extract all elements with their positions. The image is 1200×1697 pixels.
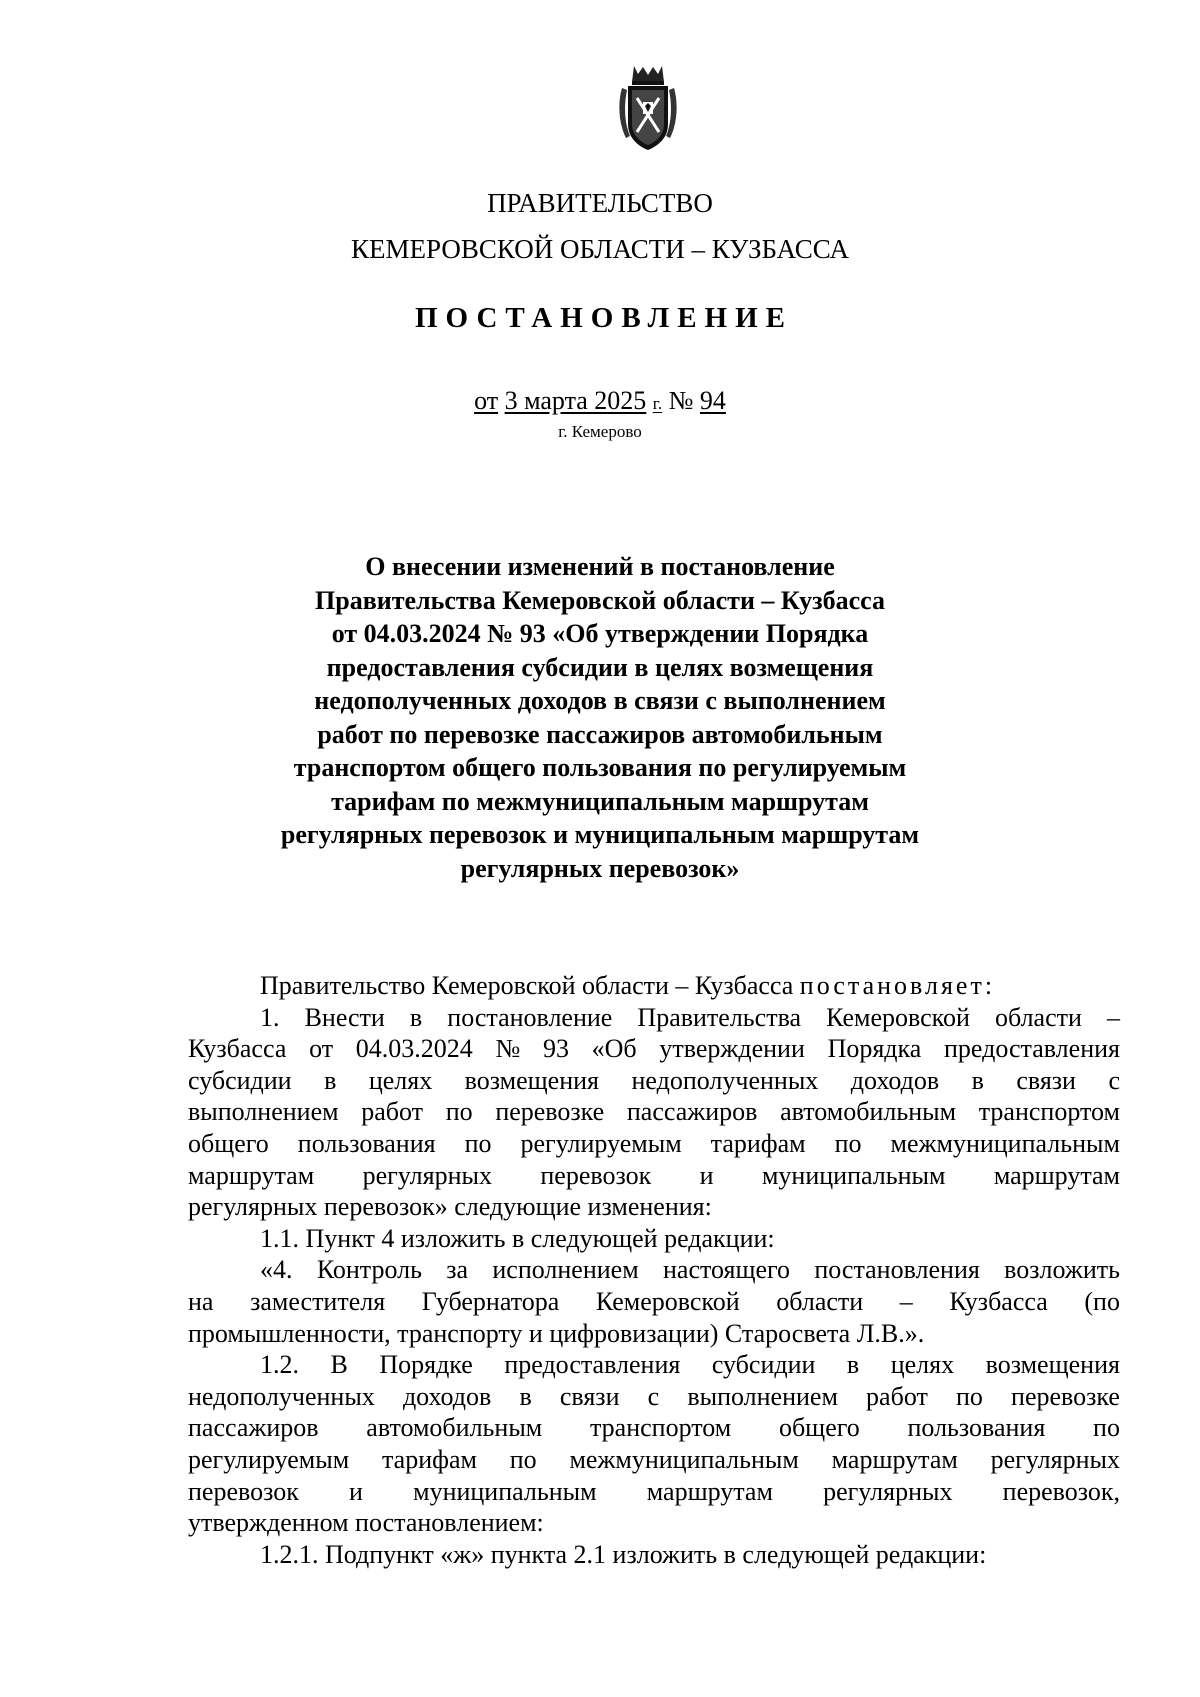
word: недополученных <box>188 1381 375 1411</box>
word: предоставления <box>944 1034 1120 1064</box>
word: в <box>519 1381 532 1411</box>
paragraph-1-2 <box>188 1349 1120 1507</box>
paragraph-1-1: 1.1. Пункт 4 изложить в следующей редакции: <box>260 1223 775 1253</box>
document-type-title: ПОСТАНОВЛЕНИЕ <box>414 302 793 334</box>
word: маршрутам <box>993 1160 1120 1190</box>
word: регулярных <box>990 1444 1120 1474</box>
word: предоставления <box>504 1350 681 1380</box>
word: связи <box>559 1381 620 1411</box>
word: № <box>495 1034 521 1064</box>
government-name-line-1: ПРАВИТЕЛЬСТВО <box>487 188 713 218</box>
paragraph-1-2-line <box>188 1349 1120 1381</box>
intro-prefix: Правительство Кемеровской области – Кузбасса <box>260 971 794 1000</box>
title-line: О внесении изменений в постановление <box>365 552 835 581</box>
word: в <box>324 1065 337 1095</box>
title-line: тарифам по межмуниципальным маршрутам <box>331 786 869 816</box>
document-body <box>188 970 1120 1570</box>
paragraph-1-2-line <box>188 1476 1120 1508</box>
word: и <box>699 1160 714 1190</box>
title-line: работ по перевозке пассажиров автомобильным <box>317 719 883 749</box>
word: (по <box>1084 1286 1120 1316</box>
date-prefix: от <box>474 386 499 415</box>
word: 1.2. <box>260 1350 299 1380</box>
paragraph-1 <box>188 1002 1120 1192</box>
word: от <box>309 1034 334 1064</box>
word: тарифам <box>381 1444 477 1474</box>
word: постановления <box>814 1255 980 1285</box>
word: межмуниципальным <box>890 1128 1120 1158</box>
word: регулярных <box>362 1160 492 1190</box>
word: общего <box>188 1128 269 1158</box>
word: автомобильным <box>780 1097 957 1127</box>
word: автомобильным <box>366 1413 543 1443</box>
document-date-line <box>0 386 1200 416</box>
word: целях <box>368 1065 433 1095</box>
word: Правительства <box>637 1002 802 1032</box>
word: Губернатора <box>421 1286 560 1316</box>
word: возложить <box>1004 1255 1120 1285</box>
word: перевозок, <box>1002 1476 1120 1506</box>
word: тарифам <box>710 1128 806 1158</box>
word: Внести <box>304 1002 385 1032</box>
word: «Об <box>591 1034 637 1064</box>
intro-spaced-word: постановляет <box>799 971 985 1000</box>
word: по <box>834 1128 862 1158</box>
word: «4. <box>260 1255 293 1285</box>
paragraph-4-line <box>188 1286 1120 1318</box>
paragraph-1-2-line <box>188 1444 1120 1476</box>
word: Контроль <box>316 1255 422 1285</box>
paragraph-1-line <box>188 1128 1120 1160</box>
date-value: 3 марта 2025 <box>504 386 647 415</box>
word: утверждении <box>659 1034 805 1064</box>
word: маршрутам <box>646 1476 773 1506</box>
word: в <box>409 1002 423 1032</box>
paragraph-1-2-last-line: утвержденном постановлением: <box>188 1508 544 1538</box>
word: перевозок <box>540 1160 652 1190</box>
word: работ <box>866 1381 928 1411</box>
word: 93 <box>542 1034 569 1064</box>
word: доходов <box>402 1381 492 1411</box>
word: регулярных <box>823 1476 953 1506</box>
word: работ <box>361 1097 424 1127</box>
word: области <box>776 1286 864 1316</box>
word: по <box>509 1444 537 1474</box>
word: целях <box>890 1350 955 1380</box>
document-title <box>250 550 950 885</box>
title-line: Правительства Кемеровской области – Кузбасса <box>315 585 885 615</box>
word: Порядка <box>827 1034 922 1064</box>
word: области <box>994 1002 1082 1032</box>
word: с <box>1108 1065 1120 1095</box>
word: по <box>464 1128 492 1158</box>
word: Кемеровской <box>826 1002 970 1032</box>
word: межмуниципальным <box>569 1444 799 1474</box>
city: г. Кемерово <box>558 422 642 441</box>
paragraph-1-line <box>188 1065 1120 1097</box>
intro-paragraph <box>188 970 1120 1002</box>
word: связи <box>1016 1065 1076 1095</box>
intro-suffix: : <box>984 971 993 1000</box>
paragraph-4-line <box>188 1254 1120 1286</box>
document-number: 94 <box>699 386 726 415</box>
word: доходов <box>850 1065 940 1095</box>
paragraph-1-last-line: регулярных перевозок» следующие изменения: <box>188 1192 712 1222</box>
word: перевозке <box>1011 1381 1120 1411</box>
year-suffix: г. <box>652 394 663 413</box>
paragraph-1-line <box>188 1096 1120 1128</box>
word: Кузбасса <box>188 1034 287 1064</box>
word: заместителя <box>250 1286 386 1316</box>
word: выполнением <box>188 1097 339 1127</box>
word: транспортом <box>589 1413 732 1443</box>
word: Кемеровской <box>595 1286 740 1316</box>
word: выполнением <box>687 1381 838 1411</box>
word: по <box>955 1381 983 1411</box>
word: перевозке <box>495 1097 605 1127</box>
paragraph-4-quote <box>188 1254 1120 1317</box>
word: на <box>188 1286 214 1316</box>
word: регулируемым <box>520 1128 682 1158</box>
word: за <box>446 1255 469 1285</box>
word: маршрутам <box>831 1444 958 1474</box>
number-sign: № <box>668 386 694 415</box>
word: постановление <box>447 1002 613 1032</box>
word: субсидии <box>188 1065 292 1095</box>
word: субсидии <box>711 1350 816 1380</box>
word: с <box>647 1381 660 1411</box>
word: исполнением <box>492 1255 639 1285</box>
word: 1. <box>260 1002 280 1032</box>
word: и <box>349 1476 363 1506</box>
title-line: предоставления субсидии в целях возмещения <box>326 652 874 682</box>
paragraph-1-line <box>188 1002 1120 1034</box>
paragraph-4-last-line: промышленности, транспорту и цифровизации) Старосвета Л.В.». <box>188 1318 925 1348</box>
paragraph-1-2-1: 1.2.1. Подпункт «ж» пункта 2.1 изложить в следующей редакции: <box>260 1539 987 1569</box>
word: 04.03.2024 <box>355 1034 473 1064</box>
word: регулируемым <box>188 1444 350 1474</box>
government-name-line-2: КЕМЕРОВСКОЙ ОБЛАСТИ – КУЗБАССА <box>351 234 849 264</box>
word: перевозок <box>188 1476 299 1506</box>
title-line: недополученных доходов в связи с выполнением <box>314 686 886 715</box>
word: – <box>1106 1002 1120 1032</box>
word: маршрутам <box>188 1160 315 1190</box>
title-line: от 04.03.2024 № 93 «Об утверждении Порядка <box>331 619 869 648</box>
word: общего <box>778 1413 860 1443</box>
word: возмещения <box>985 1350 1120 1380</box>
word: муниципальным <box>413 1476 597 1506</box>
word: возмещения <box>464 1065 600 1095</box>
paragraph-1-line <box>188 1033 1120 1065</box>
paragraph-1-line <box>188 1160 1120 1192</box>
word: пользования <box>907 1413 1046 1443</box>
word: Кузбасса <box>949 1286 1048 1316</box>
word: транспортом <box>978 1097 1120 1127</box>
word: В <box>330 1350 348 1380</box>
word: пассажиров <box>188 1413 319 1443</box>
title-line: регулярных перевозок и муниципальным маршрутам <box>280 820 920 849</box>
word: по <box>1093 1413 1120 1443</box>
word: недополученных <box>631 1065 819 1095</box>
word: в <box>846 1350 860 1380</box>
word: пассажиров <box>626 1097 758 1127</box>
title-line: транспортом общего пользования по регулируемым <box>293 753 907 782</box>
word: Порядке <box>379 1350 473 1380</box>
word: – <box>899 1286 913 1316</box>
title-line: регулярных перевозок» <box>460 853 740 883</box>
word: муниципальным <box>761 1160 946 1190</box>
coat-of-arms-icon <box>616 62 680 154</box>
word: пользования <box>297 1128 436 1158</box>
word: в <box>971 1065 984 1095</box>
paragraph-1-2-line <box>188 1381 1120 1413</box>
word: настоящего <box>662 1255 791 1285</box>
word: по <box>445 1097 473 1127</box>
paragraph-1-2-line <box>188 1412 1120 1444</box>
